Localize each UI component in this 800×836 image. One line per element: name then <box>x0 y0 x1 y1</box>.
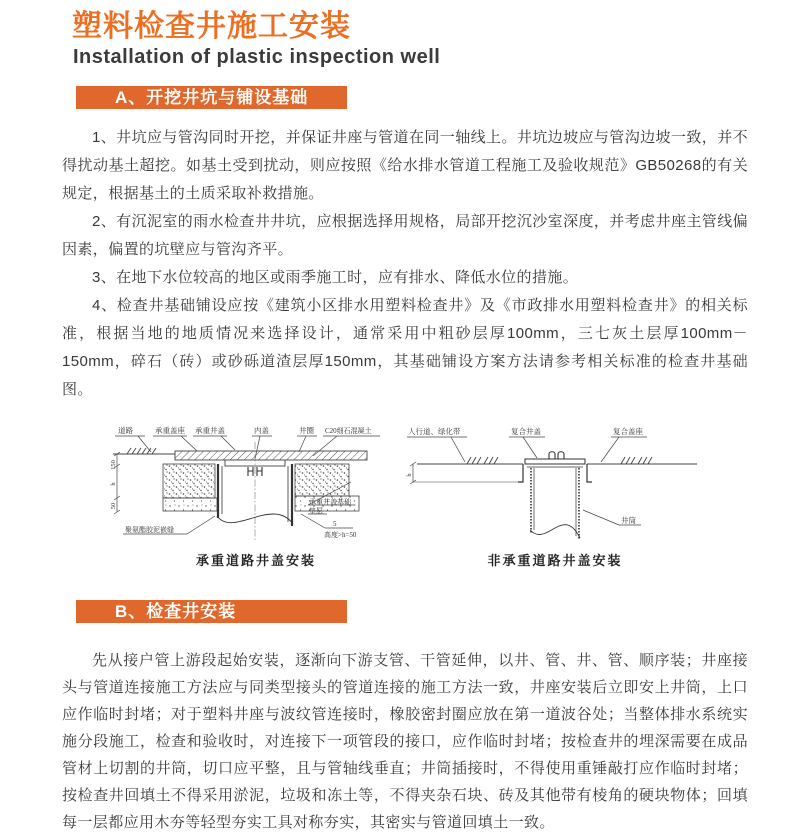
dim-50: 50 <box>110 502 117 510</box>
figure-load-bearing <box>105 422 401 569</box>
section-a-heading: A、开挖井坑与铺设基础 <box>76 86 347 109</box>
shaft-right <box>530 468 580 540</box>
label-base-2: 垫层 <box>309 507 323 515</box>
diagram-load-bearing <box>105 422 401 546</box>
label-composite-seat: 复合盖座 <box>613 427 643 436</box>
bedding-left <box>163 498 217 511</box>
paragraph-a4: 4、检查井基础铺设应按《建筑小区排水用塑料检查井》及《市政排水用塑料检查井》的相关标准，根据当地的地质情况来选择设计，通常采用中粗砂层厚100mm，三七灰土层厚100mm－150mm，碎石（砖）或砂砾道渣层厚150mm，其基础铺设方案方法请参考相关标准的检查井基础图。 <box>62 297 748 398</box>
label-concrete: C20细石混凝土 <box>325 427 372 435</box>
dim-150: 150 <box>110 460 117 470</box>
concrete-right <box>295 464 349 496</box>
paragraph-b1: 先从接户管上游段起始安装，逐渐向下游支管、干管延伸，以井、管、井、管、顺序装；井座接头与管道连接施工方法应与同类型接头的管道连接的施工方法一致，井座安装后立即安上井筒，上口应作临时封堵；对于塑料井座与波纹管连接时，橡胶密封圈应放在第一道波谷处；当整体排水系统实施分段施工，检查和验收时，对连接下一项管段的接口，应作临时封堵；按检查井的埋深需要在成品管材上切割的井筒，切口应平整，且与管轴线垂直；井筒插接时，不得使用重锤敲打应作临时封堵；按检查井回填土不得采用淤泥，垃圾和冻土等，不得夹杂石块、砖及其他带有棱角的硬块物体；回填每一层都应用木夯等轻型夯实工具对称夯实，其密实与管道回填土一致。 <box>62 652 748 831</box>
h-dimension <box>410 462 416 484</box>
concrete-left <box>163 464 215 498</box>
figure-caption-load-bearing: 承重道路井盖安装 <box>195 553 316 568</box>
label-5: 5 <box>333 520 337 528</box>
label-seat: 承重盖座 <box>155 426 185 435</box>
section-a-body <box>62 124 748 404</box>
figures-row <box>62 422 748 569</box>
paragraph-a1: 1、井坑应与管沟同时开挖，并保证井座与管道在同一轴线上。井坑边坡应与管沟边坡一致，并不得扰动基土超挖。如基土受到扰动，则应按照《给水排水管道工程施工及验收规范》GB50268的有关规定，根据基土的土质采取补救措施。 <box>62 129 748 202</box>
composite-cover-plate <box>525 459 585 464</box>
cover-handle <box>549 452 564 459</box>
ground-left <box>113 448 175 454</box>
dim-h: h <box>110 482 117 486</box>
label-cover: 承重井盖 <box>195 426 225 435</box>
label-height-note: 高度>h=50 <box>324 531 357 539</box>
label-inner-cover: 内盖 <box>254 426 269 435</box>
label-ring: 井圈 <box>299 426 314 435</box>
label-sealant: 聚氨酯胶泥嵌缝 <box>125 526 174 534</box>
height-leader <box>301 514 353 528</box>
section-b-body <box>62 647 748 836</box>
label-composite-cover: 复合井盖 <box>511 427 541 436</box>
section-b-heading: B、检查井安装 <box>76 600 347 623</box>
cover-band <box>175 451 367 460</box>
figure-caption-non-load-bearing: 非承重道路井盖安装 <box>487 553 623 568</box>
page-title: 塑料检查井施工安装 <box>72 10 351 43</box>
label-shaft: 井筒 <box>621 516 636 525</box>
label-base-1: 承重井盖基础 <box>309 498 351 506</box>
dim-h-right: h <box>406 473 413 477</box>
leader-lines-right <box>407 437 647 462</box>
label-road: 道路 <box>118 426 133 435</box>
paragraph-a3: 3、在地下水位较高的地区或雨季施工时，应有排水、降低水位的措施。 <box>92 269 579 286</box>
figure-non-load-bearing <box>405 422 705 569</box>
label-sidewalk: 人行道、绿化带 <box>408 427 461 436</box>
page-subtitle: Installation of plastic inspection well <box>73 46 441 68</box>
paragraph-a2: 2、有沉泥室的雨水检查井井坑，应根据选择用规格，局部开挖沉沙室深度，并考虑井座主管线偏因素，偏置的坑壁应与管沟齐平。 <box>62 213 748 258</box>
diagram-non-load-bearing <box>405 422 705 546</box>
